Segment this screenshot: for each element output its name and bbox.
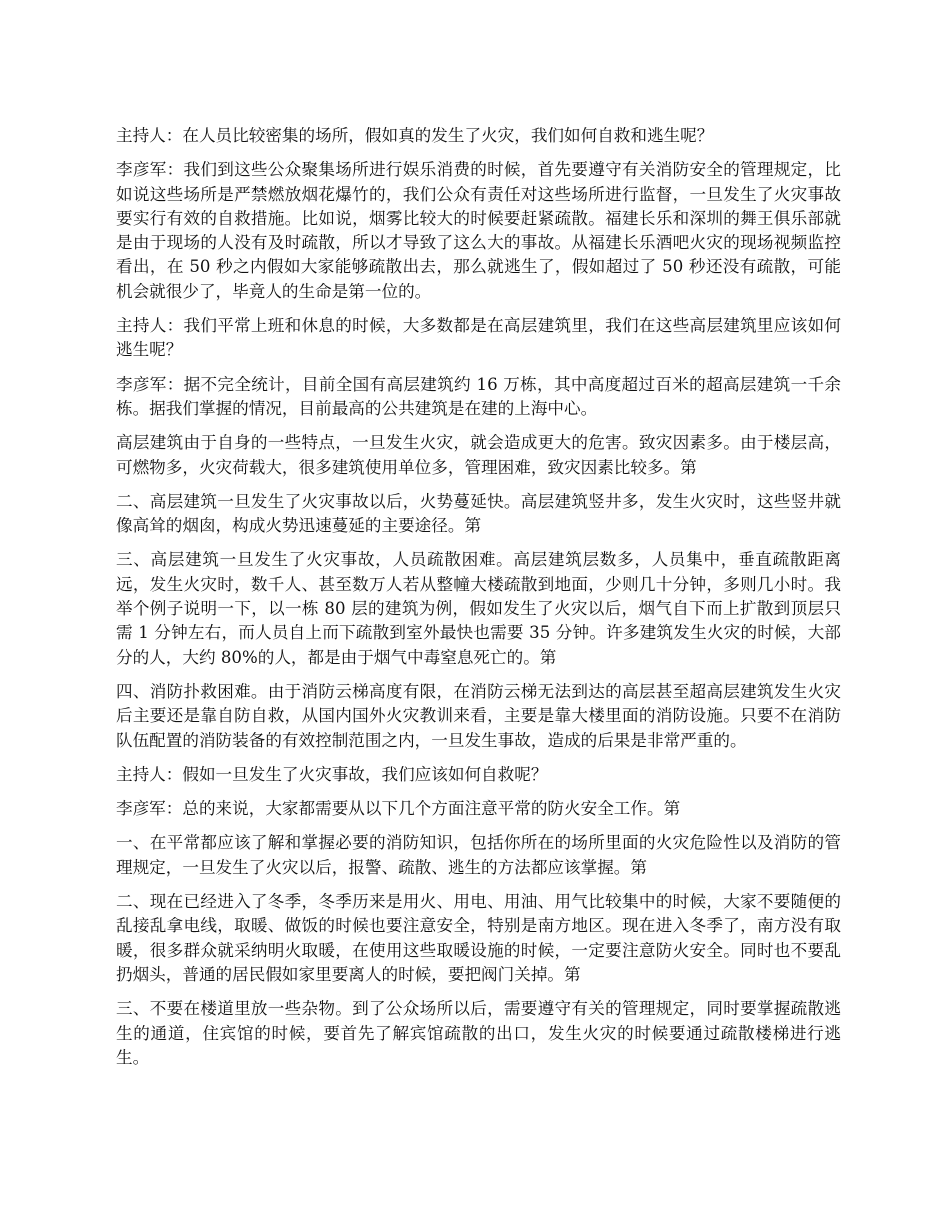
paragraph-answer-intro: 李彦军：总的来说，大家都需要从以下几个方面注意平常的防火安全工作。第: [116, 799, 681, 819]
paragraph-tip-winter: 二、现在已经进入了冬季，冬季历来是用火、用电、用油、用气比较集中的时候，大家不要随便的乱接乱拿电线，取暖、做饭的时候也要注意安全，特别是南方地区。现在进入冬季了，南方没有取暖，很多群众就采纳明火取暖，在使用这些取暖设施的时候，一定要注意防火安全。同时也不要乱扔烟头，普通的居民假如家里要离人的时候，要把阀门关掉。第: [116, 892, 841, 984]
paragraph-tip-corridors: 三、不要在楼道里放一些杂物。到了公众场所以后，需要遵守有关的管理规定，同时要掌握疏散逃生的通道，住宾馆的时候，要首先了解宾馆疏散的出口，发生火灾的时候要通过疏散楼梯进行逃生。: [116, 999, 841, 1067]
paragraph-evacuation-difficulty: 三、高层建筑一旦发生了火灾事故，人员疏散困难。高层建筑层数多，人员集中，垂直疏散距离远，发生火灾时，数千人、甚至数万人若从整幢大楼疏散到地面，少则几十分钟，多则几小时。我举个例子说明一下，以一栋 80 层的建筑为例，假如发生了火灾以后，烟气自下而上扩散到顶层只需 1 分钟左右，而人员自上而下疏散到室外最快也需要 35 分钟。许多建筑发生火灾的时候，大部分的人，大约 80%的人，都是由于烟气中毒窒息死亡的。第: [116, 550, 841, 667]
paragraph-risk-factors: 高层建筑由于自身的一些特点，一旦发生火灾，就会造成更大的危害。致灾因素多。由于楼层高，可燃物多，火灾荷载大，很多建筑使用单位多，管理困难，致灾因素比较多。第: [116, 433, 841, 477]
paragraph-fire-spread: 二、高层建筑一旦发生了火灾事故以后，火势蔓延快。高层建筑竖井多，发生火灾时，这些竖井就像高耸的烟囱，构成火势迅速蔓延的主要途径。第: [116, 491, 841, 536]
paragraph-rescue-difficulty: 四、消防扑救困难。由于消防云梯高度有限，在消防云梯无法到达的高层甚至超高层建筑发生火灾后主要还是靠自防自救，从国内国外火灾教训来看，主要是靠大楼里面的消防设施。只要不在消防队伍配置的消防装备的有效控制范围之内，一旦发生事故，造成的后果是非常严重的。: [116, 681, 841, 750]
paragraph-host-question-3: 主持人：假如一旦发生了火灾事故，我们应该如何自救呢？: [116, 764, 548, 784]
paragraph-host-question-2: 主持人：我们平常上班和休息的时候，大多数都是在高层建筑里，我们在这些高层建筑里应该如何逃生呢？: [116, 316, 841, 360]
paragraph-answer-statistics: 李彦军：据不完全统计，目前全国有高层建筑约 16 万栋，其中高度超过百米的超高层建筑一千余栋。据我们掌握的情况，目前最高的公共建筑是在建的上海中心。: [116, 374, 841, 418]
paragraph-host-question-1: 主持人：在人员比较密集的场所，假如真的发生了火灾，我们如何自救和逃生呢？: [116, 126, 714, 145]
document-body: [116, 124, 841, 1080]
paragraph-tip-knowledge: 一、在平常都应该了解和掌握必要的消防知识，包括你所在的场所里面的火灾危险性以及消防的管理规定，一旦发生了火灾以后，报警、疏散、逃生的方法都应该掌握。第: [116, 833, 841, 877]
paragraph-answer-crowded-venues: 李彦军：我们到这些公众聚集场所进行娱乐消费的时候，首先要遵守有关消防安全的管理规定，比如说这些场所是严禁燃放烟花爆竹的，我们公众有责任对这些场所进行监督，一旦发生了火灾事故要实行有效的自救措施。比如说，烟雾比较大的时候要赶紧疏散。福建长乐和深圳的舞王俱乐部就是由于现场的人没有及时疏散，所以才导致了这么大的事故。从福建长乐酒吧火灾的现场视频监控看出，在 50 秒之内假如大家能够疏散出去，那么就逃生了，假如超过了 50 秒还没有疏散，可能机会就很少了，毕竟人的生命是第一位的。: [116, 160, 841, 301]
